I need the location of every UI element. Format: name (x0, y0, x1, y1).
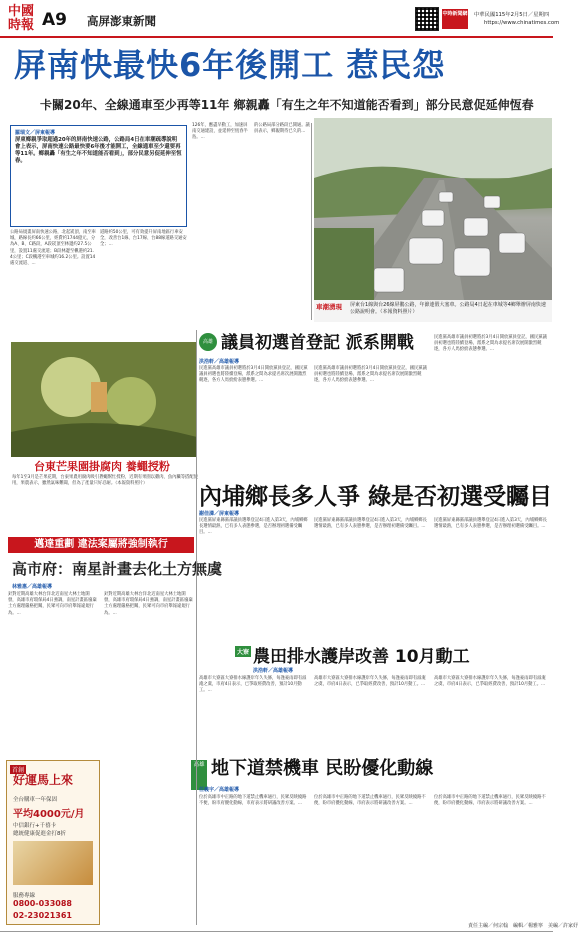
underpass-headline: 地下道禁機車 民盼優化動線 (211, 758, 434, 779)
photo-caption: 屏東台1線與台26線屏鵝公路，年節連假大塞車。公路局4日起在車城等4鄉舉辦屏南快速公路說明會。（本報資料照片） (350, 302, 546, 315)
site-url[interactable]: https://www.chinatimes.com (484, 20, 560, 26)
council-text-col1: 民進黨高雄市議員初選將於3月4日開放黨員登記，國民黨議員初選也將陸續登場，派系之間為求提名席次展開激烈競逐，各方人馬紛紛表態參選。... (199, 366, 308, 384)
page-number: A9 (42, 10, 67, 30)
editor-credits: 責任主編／何宗翰 編輯／楊雅寧 美編／許家妤 (468, 923, 578, 929)
council-headline: 議員初選首登記 派系開戰 (221, 333, 414, 353)
lead-box (10, 125, 187, 227)
left-story-band: 邁達重劃 違法案屬將強制執行 (8, 537, 194, 553)
newspaper-logo: 中國時報 (7, 4, 34, 33)
farm-badge: 大寮 (235, 646, 251, 657)
neipu-text-col3: 民進黨屏東縣黨部議員選舉登記4日進入第3天，內埔鄉鄉長選情最熱，已有多人表態參選，是否辦理初選備受矚目。... (434, 518, 547, 530)
council-byline: 洪浩軒／高雄報導 (199, 359, 240, 365)
left-story-text-col2: 針對近期高雄大林台洋北辺南星大林土地開發，高雄市府環保局4日強調，南星計畫區廢棄土方處理嚴格把關，民眾可向市府舉報違規行為。... (104, 592, 193, 616)
column-divider (311, 123, 312, 320)
photo-tag: 車潮湧現 (316, 303, 342, 311)
ad-image (13, 841, 93, 885)
neipu-headline: 內埔鄉長多人爭 綠是否初選受矚目 (199, 484, 553, 510)
council-text-col3: 民進黨高雄市議員初選將於3月4日開放黨員登記，國民黨議員初選也將陸續登場，派系之間為求提名席次展開激烈競逐，各方人馬紛紛表態參選。... (434, 335, 547, 353)
ad-line3: 總統健康促進金打8折 (13, 831, 66, 837)
farm-text-col3: 高雄市大寮區大寮排水線護岸年久失修，每逢豪雨即有溢淹之虞，市府4日表示，已爭取經費改善，預計10月動工。... (434, 676, 546, 688)
main-body-col4: 的公路局部分路段已開通。議員表示，鄉親期待已久的... (254, 123, 310, 135)
mango-photo (11, 342, 197, 457)
farm-text-col1: 高雄市大寮區大寮排水線護岸年久失修，每逢豪雨即有溢淹之虞，市府4日表示，已爭取經費改善，預計10月動工。... (199, 676, 307, 694)
traffic-photo (314, 118, 552, 300)
lead-byline: 羅瑞文／屏東報導 (15, 130, 56, 136)
lead-text: 屏東鄉親爭取超過20年的屏南快速公路，公路局4日在車潮疏導說明會上表示，屏南快速公路最快要6年後才能開工，全線通車至少還要再等11年。鄉親轟「有生之年不知道能否看到」，部分民意另促延伸至恆春。 (15, 137, 182, 164)
section-title: 高屏澎東新聞 (87, 14, 156, 28)
left-story-byline: 林雅惠／高雄報導 (12, 584, 53, 590)
brand-logo: 中時新聞網 (442, 9, 468, 29)
underpass-byline: 任義宇／高雄報導 (199, 787, 240, 793)
main-body-col3: 126年，應盡早動工，加速屏南交通建設，並延伸至恆春半島。... (192, 123, 248, 141)
ad-title: 好運馬上來 (13, 773, 74, 787)
left-story-text-col1: 針對近期高雄大林台洋北辺南星大林土地開發，高雄市府環保局4日強調，南星計畫區廢棄土方處理嚴格把關，民眾可向市府舉報違規行為。... (8, 592, 97, 616)
qr-code-icon (415, 7, 439, 31)
advertisement[interactable] (6, 760, 100, 925)
neipu-text-col2: 民進黨屏東縣黨部議員選舉登記4日進入第3天，內埔鄉鄉長選情最熱，已有多人表態參選，是否辦理初選備受矚目。... (314, 518, 427, 530)
main-subheadline: 卡關20年、全線通車至少再等11年 鄉親轟「有生之年不知道能否看到」部分民意促延伸恆春 (40, 98, 534, 112)
mango-photo-illustration (11, 342, 197, 457)
mango-caption-text: 每年1至3月是芒果花期，台東果農用腐肉吸引蒼蠅幫忙授粉，近期有果園以雞肉、魚內臟等搭配使用，果農表示，雖然氣味難聞，但為了產量只好忍耐。（本報資料照片） (12, 475, 198, 487)
main-headline: 屏南快最快6年後開工 惹民怨 (14, 46, 446, 84)
neipu-byline: 謝佳潾／屏東報導 (199, 511, 240, 517)
neipu-text-col1: 民進黨屏東縣黨部議員選舉登記4日進入第3天，內埔鄉鄉長選情最熱，已有多人表態參選，是否辦理初選備受矚目。... (199, 518, 308, 536)
header-divider (0, 36, 553, 38)
farm-headline: 農田排水護岸改善 10月動工 (253, 647, 470, 667)
underpass-text-col2: 位於高雄市中正路的地下道禁止機車通行，民眾反映繞路不便，盼市府優化動線，市府表示將研議改善方案。... (314, 795, 426, 807)
farm-text-col2: 高雄市大寮區大寮排水線護岸年久失修，每逢豪雨即有溢淹之虞，市府4日表示，已爭取經費改善，預計10月動工。... (314, 676, 426, 688)
main-body-col2: 道路約50公里，可有效提升屏南地區行車安全，改善台1線、台17線、台88線道路交通安全；... (100, 230, 187, 248)
underpass-text-col3: 位於高雄市中正路的地下道禁止機車通行，民眾反映繞路不便，盼市府優化動線，市府表示將研議改善方案。... (434, 795, 546, 807)
publication-date: 中華民國115年2月5日／星期四 (474, 12, 550, 18)
column-divider (196, 330, 197, 925)
underpass-text-col1: 位於高雄市中正路的地下道禁止機車通行，民眾反映繞路不便，盼市府優化動線，市府表示將研議改善方案。... (199, 795, 307, 807)
mango-caption-title: 台東芒果園掛腐肉 養蠅授粉 (34, 460, 170, 473)
ad-price: 平均4000元/月 (13, 809, 85, 820)
footer-divider (0, 931, 553, 932)
traffic-photo-illustration (314, 118, 552, 300)
council-badge: 高雄 (199, 333, 217, 351)
ad-phone-label: 服務專線 (13, 893, 36, 899)
ad-line2: 中信銀行+千禧卡 (13, 823, 57, 829)
main-body-col1: 公路局規畫屏南快速公路，北起崁頂，南至車城，路線長約66公里，經費約1744億元，分為A、B、C路段，A段崁頂至林邊約27.5公里，設置11處交流道；B段林邊至楓港約21.4公里；C段楓港至車城約16.2公里。設置14處交流道、... (10, 230, 96, 267)
ad-phone1[interactable]: 0800-033088 (13, 899, 72, 908)
council-text-col2: 民進黨高雄市議員初選將於3月4日開放黨員登記，國民黨議員初選也將陸續登場，派系之間為求提名席次展開激烈競逐，各方人馬紛紛表態參選。... (314, 366, 427, 384)
farm-byline: 洪浩軒／高雄報導 (253, 668, 294, 674)
ad-phone2[interactable]: 02-23021361 (13, 911, 72, 920)
underpass-badge: 高雄 (191, 760, 207, 790)
ad-badge: 首創 (12, 767, 25, 774)
left-story-headline: 高市府：南星計畫去化土方無虞 (12, 560, 223, 578)
ad-line1: 全台購車一年保固 (13, 797, 58, 803)
